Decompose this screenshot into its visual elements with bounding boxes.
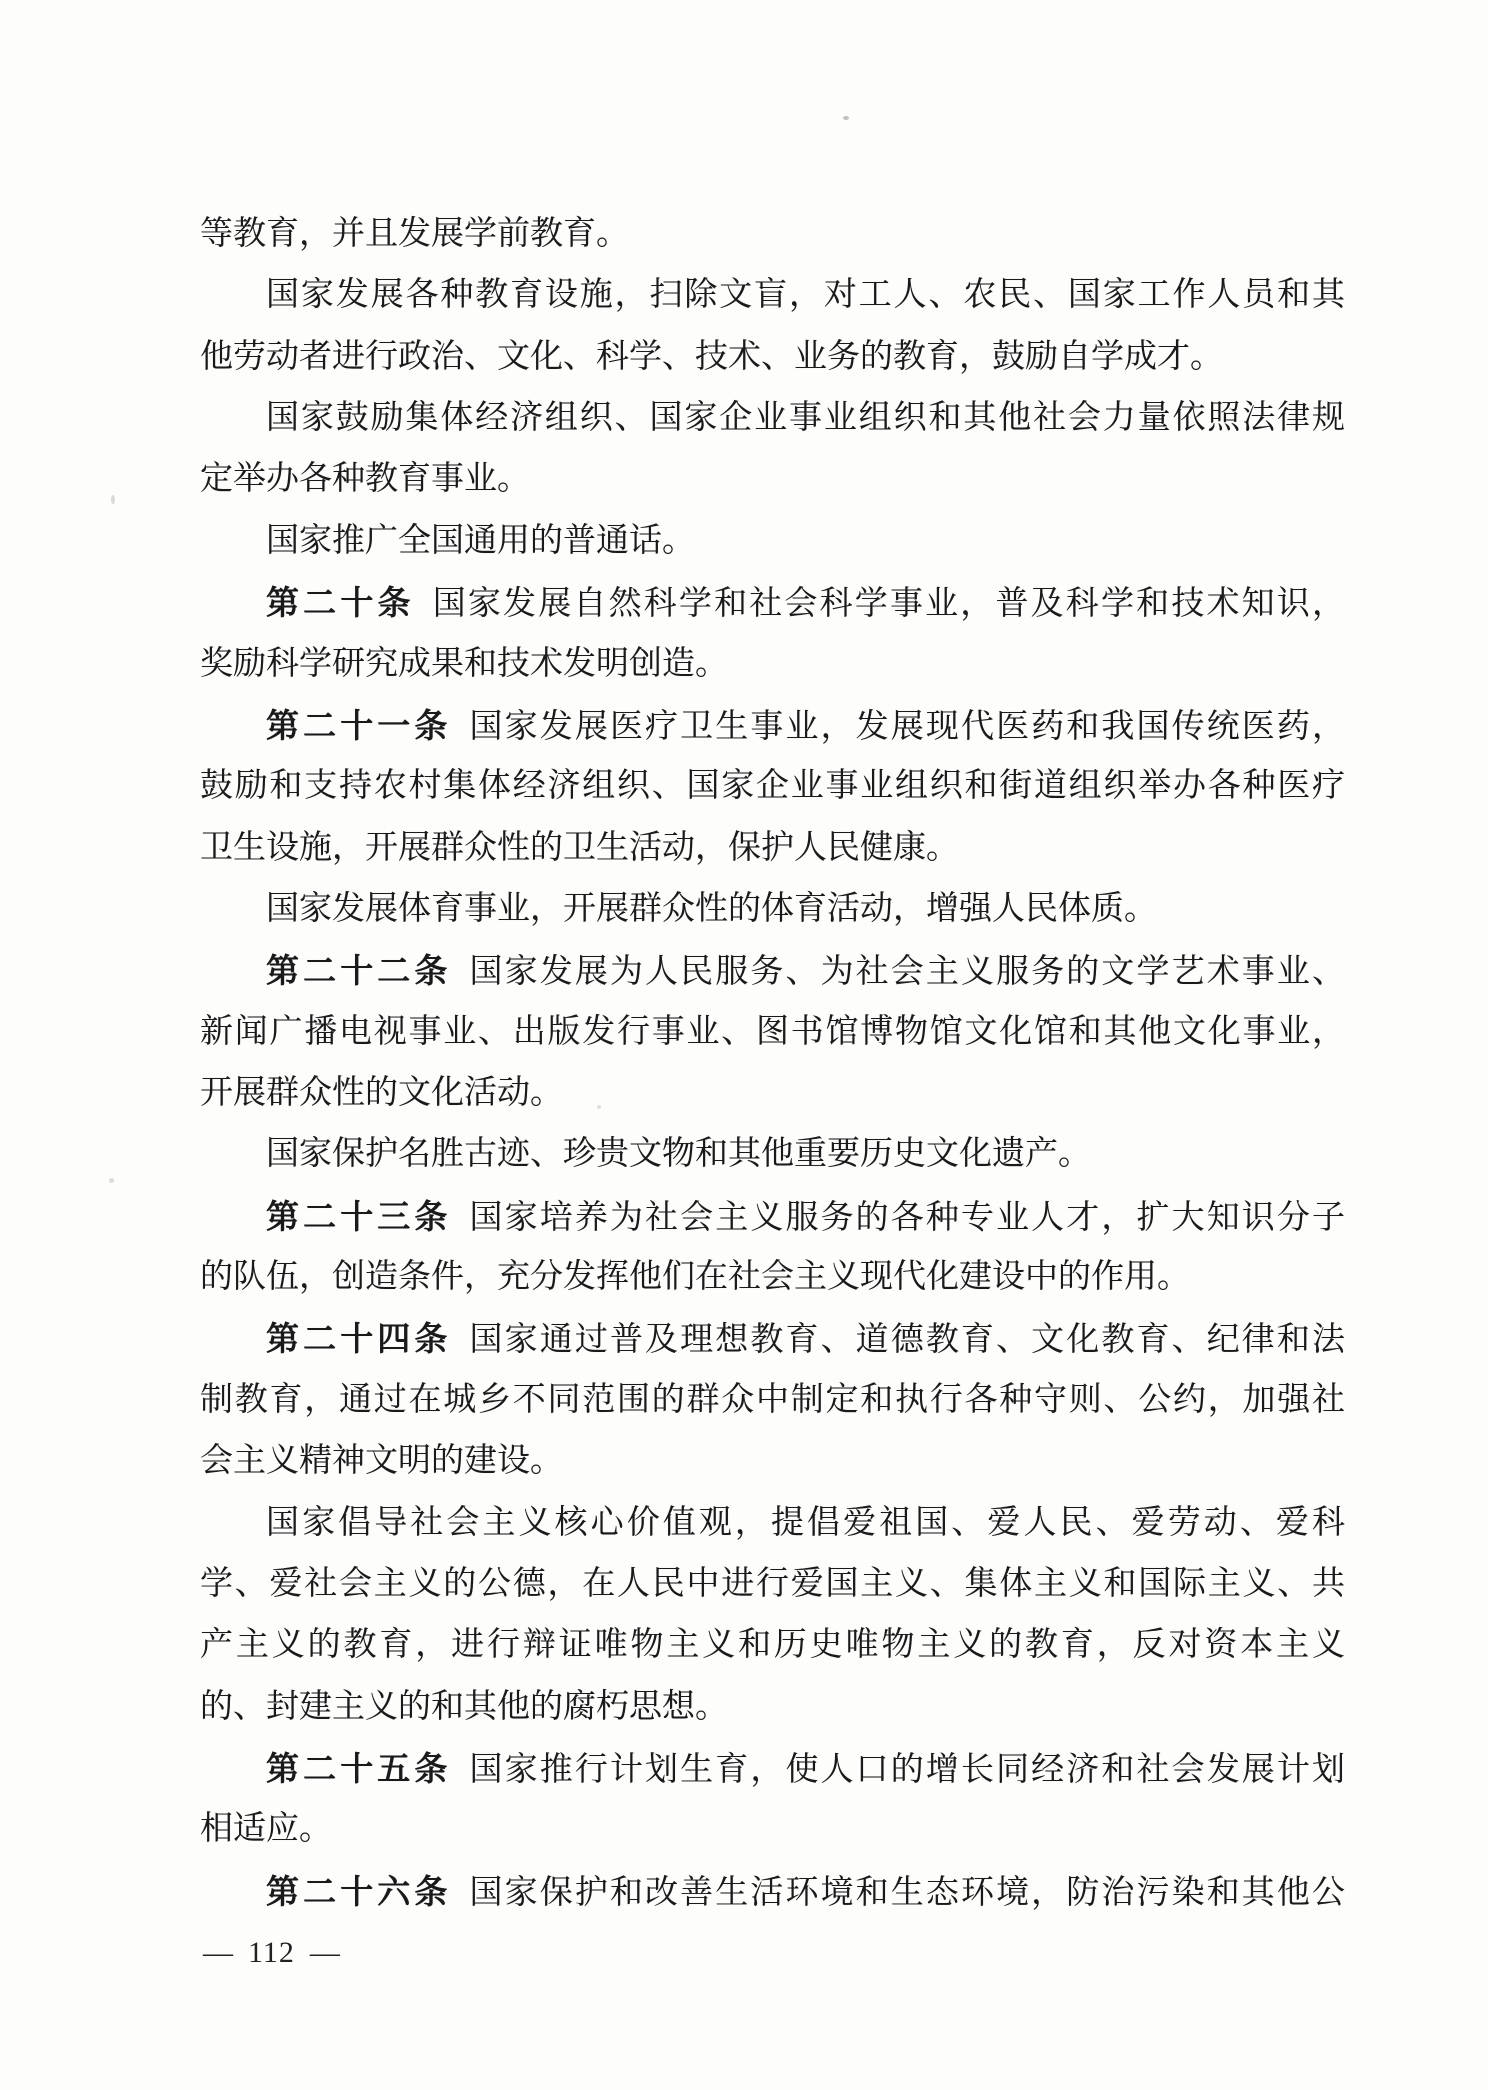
line-text: 定举办各种教育事业。 [200, 461, 530, 498]
line-text: 开展群众性的文化活动。 [200, 1075, 563, 1112]
scan-speck [843, 116, 849, 120]
line-text: 国家推广全国通用的普通话。 [266, 522, 695, 559]
line-text: 制教育，通过在城乡不同范围的群众中制定和执行各种守则、公约，加强社 [200, 1381, 1345, 1418]
text-line [200, 1431, 1345, 1492]
text-line [200, 940, 1345, 1001]
text-line [200, 1677, 1345, 1738]
line-text: 他劳动者进行政治、文化、科学、技术、业务的教育，鼓励自学成才。 [200, 338, 1223, 375]
text-line [200, 1247, 1345, 1308]
text-line [200, 1308, 1345, 1369]
line-text: 国家通过普及理想教育、道德教育、文化教育、纪律和法 [469, 1322, 1346, 1359]
line-text: 国家发展体育事业，开展群众性的体育活动，增强人民体质。 [266, 890, 1157, 927]
line-text: 国家发展自然科学和社会科学事业，普及科学和技术知识， [432, 586, 1346, 623]
text-line [200, 756, 1345, 817]
line-text: 国家发展为人民服务、为社会主义服务的文学艺术事业、 [469, 954, 1346, 991]
line-text: 的、封建主义的和其他的腐朽思想。 [200, 1688, 728, 1725]
text-line [200, 572, 1345, 633]
text-line [200, 634, 1345, 695]
line-text: 国家保护和改善生活环境和生态环境，防治污染和其他公 [469, 1874, 1346, 1911]
article-number-label: 第二十一条 [266, 706, 452, 744]
article-number-label: 第二十五条 [266, 1749, 452, 1787]
text-line [200, 1124, 1345, 1185]
scan-speck [597, 1105, 601, 1109]
text-line [200, 1799, 1345, 1860]
line-text: 国家保护名胜古迹、珍贵文物和其他重要历史文化遗产。 [266, 1136, 1091, 1173]
text-line [200, 511, 1345, 572]
line-text: 国家发展各种教育设施，扫除文盲，对工人、农民、国家工作人员和其 [266, 277, 1345, 314]
line-text: 国家发展医疗卫生事业，发展现代医药和我国传统医药， [469, 708, 1346, 745]
text-line [200, 1493, 1345, 1554]
text-line [200, 818, 1345, 879]
page-footer [203, 1922, 340, 1983]
text-line [200, 1002, 1345, 1063]
line-text: 卫生设施，开展群众性的卫生活动，保护人民健康。 [200, 829, 959, 866]
line-text: 的队伍，创造条件，充分发挥他们在社会主义现代化建设中的作用。 [200, 1259, 1190, 1296]
line-text: 等教育，并且发展学前教育。 [200, 216, 629, 252]
footer-dash-left: — [203, 1935, 233, 1969]
text-line [200, 1615, 1345, 1676]
text-line [200, 1370, 1345, 1431]
article-number-label: 第二十二条 [266, 952, 452, 990]
text-line [200, 1063, 1345, 1124]
footer-page-number: 112 [248, 1935, 295, 1969]
text-line [200, 204, 1345, 265]
line-text: 学、爱社会主义的公德，在人民中进行爱国主义、集体主义和国际主义、共 [200, 1565, 1345, 1602]
text-line [200, 265, 1345, 326]
scan-speck [109, 1178, 114, 1183]
text-line [200, 1738, 1345, 1799]
line-text: 会主义精神文明的建设。 [200, 1443, 563, 1480]
line-text: 国家推行计划生育，使人口的增长同经济和社会发展计划 [469, 1751, 1346, 1788]
line-text: 奖励科学研究成果和技术发明创造。 [200, 645, 728, 682]
line-text: 国家倡导社会主义核心价值观，提倡爱祖国、爱人民、爱劳动、爱科 [266, 1504, 1345, 1541]
article-number-label: 第二十三条 [266, 1197, 452, 1235]
text-line [200, 1861, 1345, 1922]
text-line [200, 1554, 1345, 1615]
line-text: 国家培养为社会主义服务的各种专业人才，扩大知识分子 [469, 1199, 1346, 1236]
footer-dash-right: — [309, 1935, 340, 1969]
article-number-label: 第二十条 [266, 584, 415, 622]
text-line [200, 695, 1345, 756]
line-text: 产主义的教育，进行辩证唯物主义和历史唯物主义的教育，反对资本主义 [200, 1627, 1345, 1664]
article-number-label: 第二十四条 [266, 1320, 452, 1358]
line-text: 相适应。 [200, 1811, 332, 1848]
line-text: 国家鼓励集体经济组织、国家企业事业组织和其他社会力量依照法律规 [266, 400, 1345, 437]
text-block [200, 204, 1345, 1922]
text-line [200, 327, 1345, 388]
text-line [200, 1186, 1345, 1247]
line-text: 新闻广播电视事业、出版发行事业、图书馆博物馆文化馆和其他文化事业， [200, 1013, 1345, 1050]
text-line [200, 388, 1345, 449]
article-number-label: 第二十六条 [266, 1872, 452, 1910]
scan-speck [111, 495, 115, 504]
text-line [200, 449, 1345, 510]
text-line [200, 879, 1345, 940]
line-text: 鼓励和支持农村集体经济组织、国家企业事业组织和街道组织举办各种医疗 [200, 768, 1345, 805]
